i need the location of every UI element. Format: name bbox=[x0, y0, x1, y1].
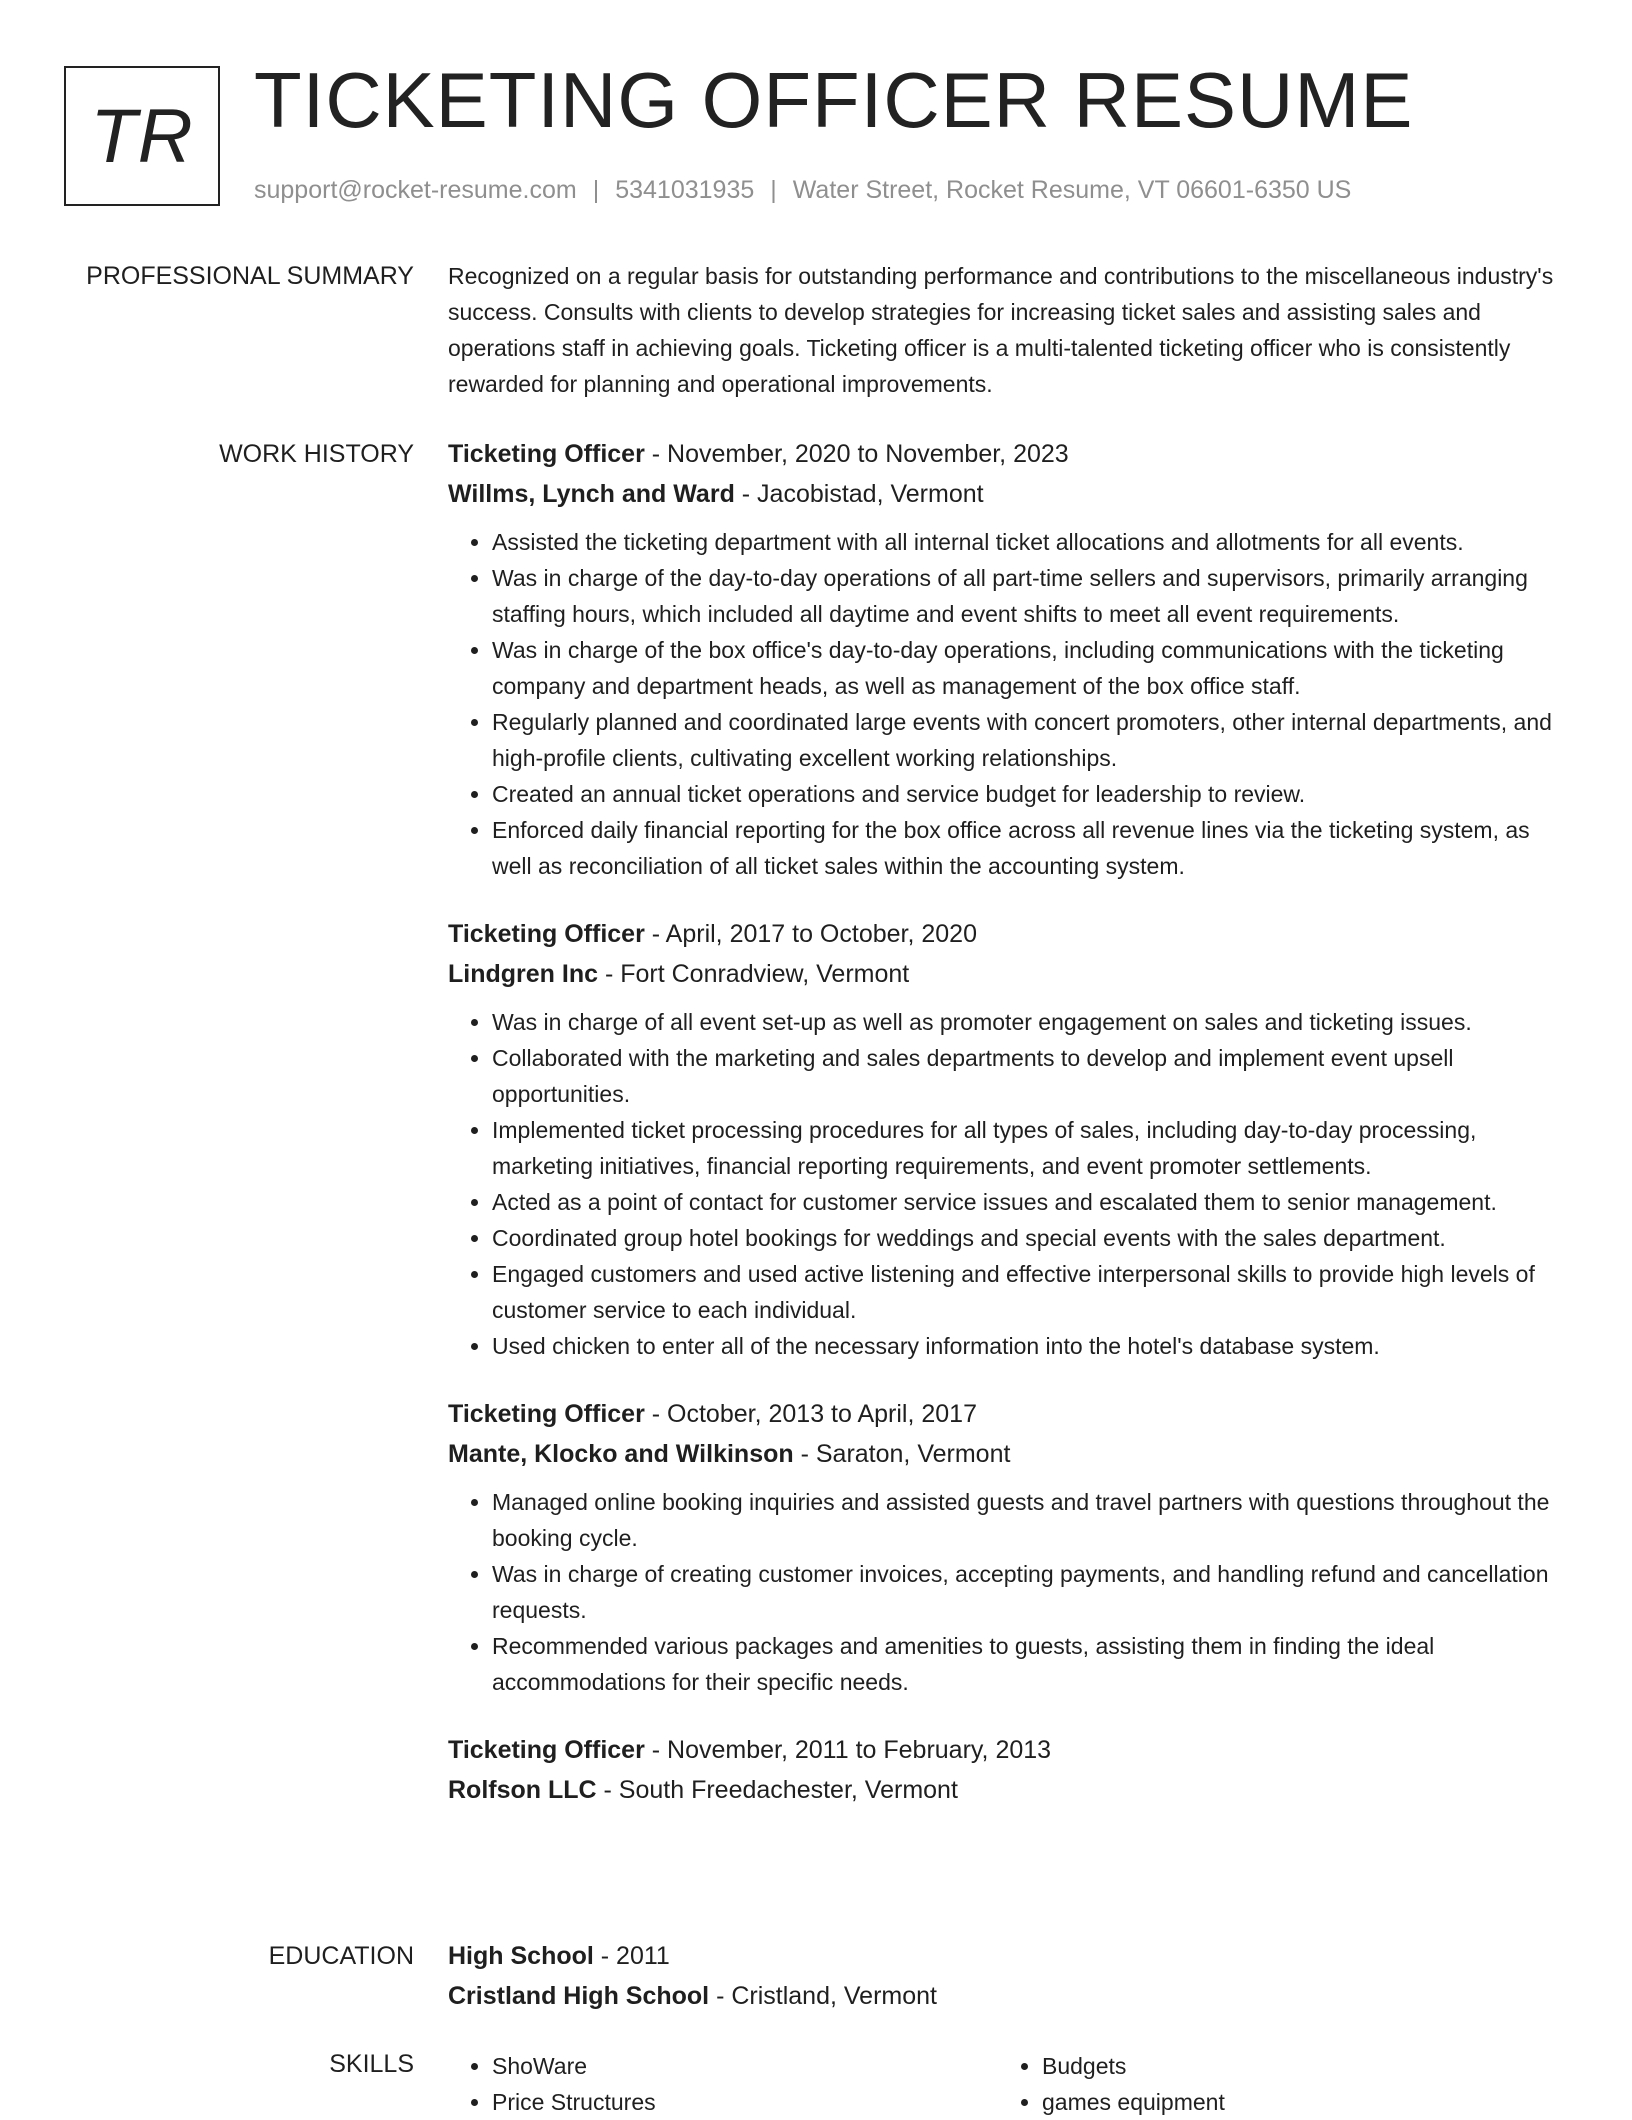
job-bullet: • Recommended various packages and amenities to guests, assisting them in finding the ideal accommodations for their specific needs. bbox=[492, 1628, 1568, 1700]
job-title: Ticketing Officer bbox=[448, 440, 645, 468]
section-label-work-history: WORK HISTORY bbox=[219, 440, 414, 468]
job-company: Lindgren Inc bbox=[448, 960, 598, 988]
skill-item: • ShoWare bbox=[492, 2048, 998, 2084]
job-bullet: • Acted as a point of contact for customer service issues and escalated them to senior management. bbox=[492, 1184, 1568, 1220]
job-company-line bbox=[448, 1434, 1568, 1474]
skill-item: • games equipment bbox=[1042, 2084, 1548, 2120]
job-bullet: • Assisted the ticketing department with all internal ticket allocations and allotments for all events. bbox=[492, 524, 1568, 560]
education-section bbox=[448, 1936, 1568, 2016]
job-title-line bbox=[448, 434, 1568, 474]
job-bullet: • Was in charge of all event set-up as well as promoter engagement on sales and ticketing issues. bbox=[492, 1004, 1568, 1040]
job-bullet: • Managed online booking inquiries and assisted guests and travel partners with questions throughout the booking cycle. bbox=[492, 1484, 1568, 1556]
monogram-logo: TR bbox=[64, 66, 220, 206]
job-company-line bbox=[448, 1770, 1568, 1810]
education-school-line bbox=[448, 1976, 1568, 2016]
job-entry bbox=[448, 1394, 1568, 1700]
job-title-line bbox=[448, 1394, 1568, 1434]
job-dates: - November, 2020 to November, 2023 bbox=[644, 440, 1069, 468]
contact-address: Water Street, Rocket Resume, VT 06601-6350 US bbox=[792, 176, 1352, 204]
contact-email: support@rocket-resume.com bbox=[254, 176, 577, 204]
job-bullets bbox=[448, 524, 1568, 884]
section-label-education: EDUCATION bbox=[268, 1942, 414, 1970]
summary-text: Recognized on a regular basis for outstanding performance and contributions to the miscellaneous industry's success. Consults with clients to develop strategies for increasing ticket sales and assisting sales and operations staff in achieving goals. Ticketing officer is a multi-talented ticketing officer who is consistently rewarded for planning and operational improvements. bbox=[448, 263, 1554, 397]
job-bullet: • Regularly planned and coordinated large events with concert promoters, other internal departments, and high-profile clients, cultivating excellent working relationships. bbox=[492, 704, 1568, 776]
job-location: - South Freedachester, Vermont bbox=[596, 1776, 958, 1804]
job-bullet: • Enforced daily financial reporting for the box office across all revenue lines via the ticketing system, as well as reconciliation of all ticket sales within the accounting system. bbox=[492, 812, 1568, 884]
job-dates: - November, 2011 to February, 2013 bbox=[644, 1736, 1052, 1764]
contact-phone: 5341031935 bbox=[615, 176, 755, 204]
work-history-section bbox=[448, 434, 1568, 1840]
job-title: Ticketing Officer bbox=[448, 1736, 645, 1764]
section-label-skills: SKILLS bbox=[329, 2050, 414, 2078]
job-bullet: • Coordinated group hotel bookings for weddings and special events with the sales department. bbox=[492, 1220, 1568, 1256]
education-school: Cristland High School bbox=[448, 1982, 710, 2010]
job-entry bbox=[448, 434, 1568, 884]
contact-separator: | bbox=[770, 176, 777, 204]
job-bullet: • Implemented ticket processing procedures for all types of sales, including day-to-day processing, marketing initiatives, financial reporting requirements, and event promoter settlements. bbox=[492, 1112, 1568, 1184]
job-bullet: • Collaborated with the marketing and sales departments to develop and implement event upsell opportunities. bbox=[492, 1040, 1568, 1112]
job-bullet: • Used chicken to enter all of the necessary information into the hotel's database system. bbox=[492, 1328, 1568, 1364]
job-title: Ticketing Officer bbox=[448, 1400, 645, 1428]
contact-line bbox=[254, 174, 1351, 206]
job-bullet: • Was in charge of the box office's day-to-day operations, including communications with the ticketing company and department heads, as well as management of the box office staff. bbox=[492, 632, 1568, 704]
job-entry bbox=[448, 914, 1568, 1364]
job-bullet: • Engaged customers and used active listening and effective interpersonal skills to provide high levels of customer service to each individual. bbox=[492, 1256, 1568, 1328]
skill-item: • Budgets bbox=[1042, 2048, 1548, 2084]
job-location: - Saraton, Vermont bbox=[793, 1440, 1011, 1468]
job-title: Ticketing Officer bbox=[448, 920, 645, 948]
job-bullets bbox=[448, 1004, 1568, 1364]
job-company: Rolfson LLC bbox=[448, 1776, 597, 1804]
section-label-summary: PROFESSIONAL SUMMARY bbox=[86, 262, 414, 290]
job-title-line bbox=[448, 1730, 1568, 1770]
job-company: Mante, Klocko and Wilkinson bbox=[448, 1440, 794, 1468]
education-location: - Cristland, Vermont bbox=[709, 1982, 937, 2010]
job-location: - Fort Conradview, Vermont bbox=[598, 960, 910, 988]
skill-item: • Price Structures bbox=[492, 2084, 998, 2120]
job-company-line bbox=[448, 474, 1568, 514]
skills-section bbox=[448, 2048, 1568, 2120]
skills-column bbox=[448, 2048, 998, 2120]
job-bullet: • Was in charge of the day-to-day operations of all part-time sellers and supervisors, primarily arranging staffing hours, which included all daytime and event shifts to meet all event requirements. bbox=[492, 560, 1568, 632]
job-location: - Jacobistad, Vermont bbox=[734, 480, 984, 508]
job-bullet: • Was in charge of creating customer invoices, accepting payments, and handling refund and cancellation requests. bbox=[492, 1556, 1568, 1628]
job-title-line bbox=[448, 914, 1568, 954]
summary-section bbox=[448, 258, 1568, 402]
education-year: - 2011 bbox=[593, 1942, 670, 1970]
contact-separator: | bbox=[592, 176, 600, 204]
job-bullet: • Created an annual ticket operations and service budget for leadership to review. bbox=[492, 776, 1568, 812]
job-dates: - October, 2013 to April, 2017 bbox=[644, 1400, 977, 1428]
job-company: Willms, Lynch and Ward bbox=[448, 480, 735, 508]
education-degree: High School bbox=[448, 1942, 594, 1970]
job-bullets bbox=[448, 1484, 1568, 1700]
job-dates: - April, 2017 to October, 2020 bbox=[644, 920, 977, 948]
job-entry bbox=[448, 1730, 1568, 1810]
skills-column bbox=[998, 2048, 1548, 2120]
education-degree-line bbox=[448, 1936, 1568, 1976]
job-company-line bbox=[448, 954, 1568, 994]
page-title: TICKETING OFFICER RESUME bbox=[254, 56, 1414, 144]
